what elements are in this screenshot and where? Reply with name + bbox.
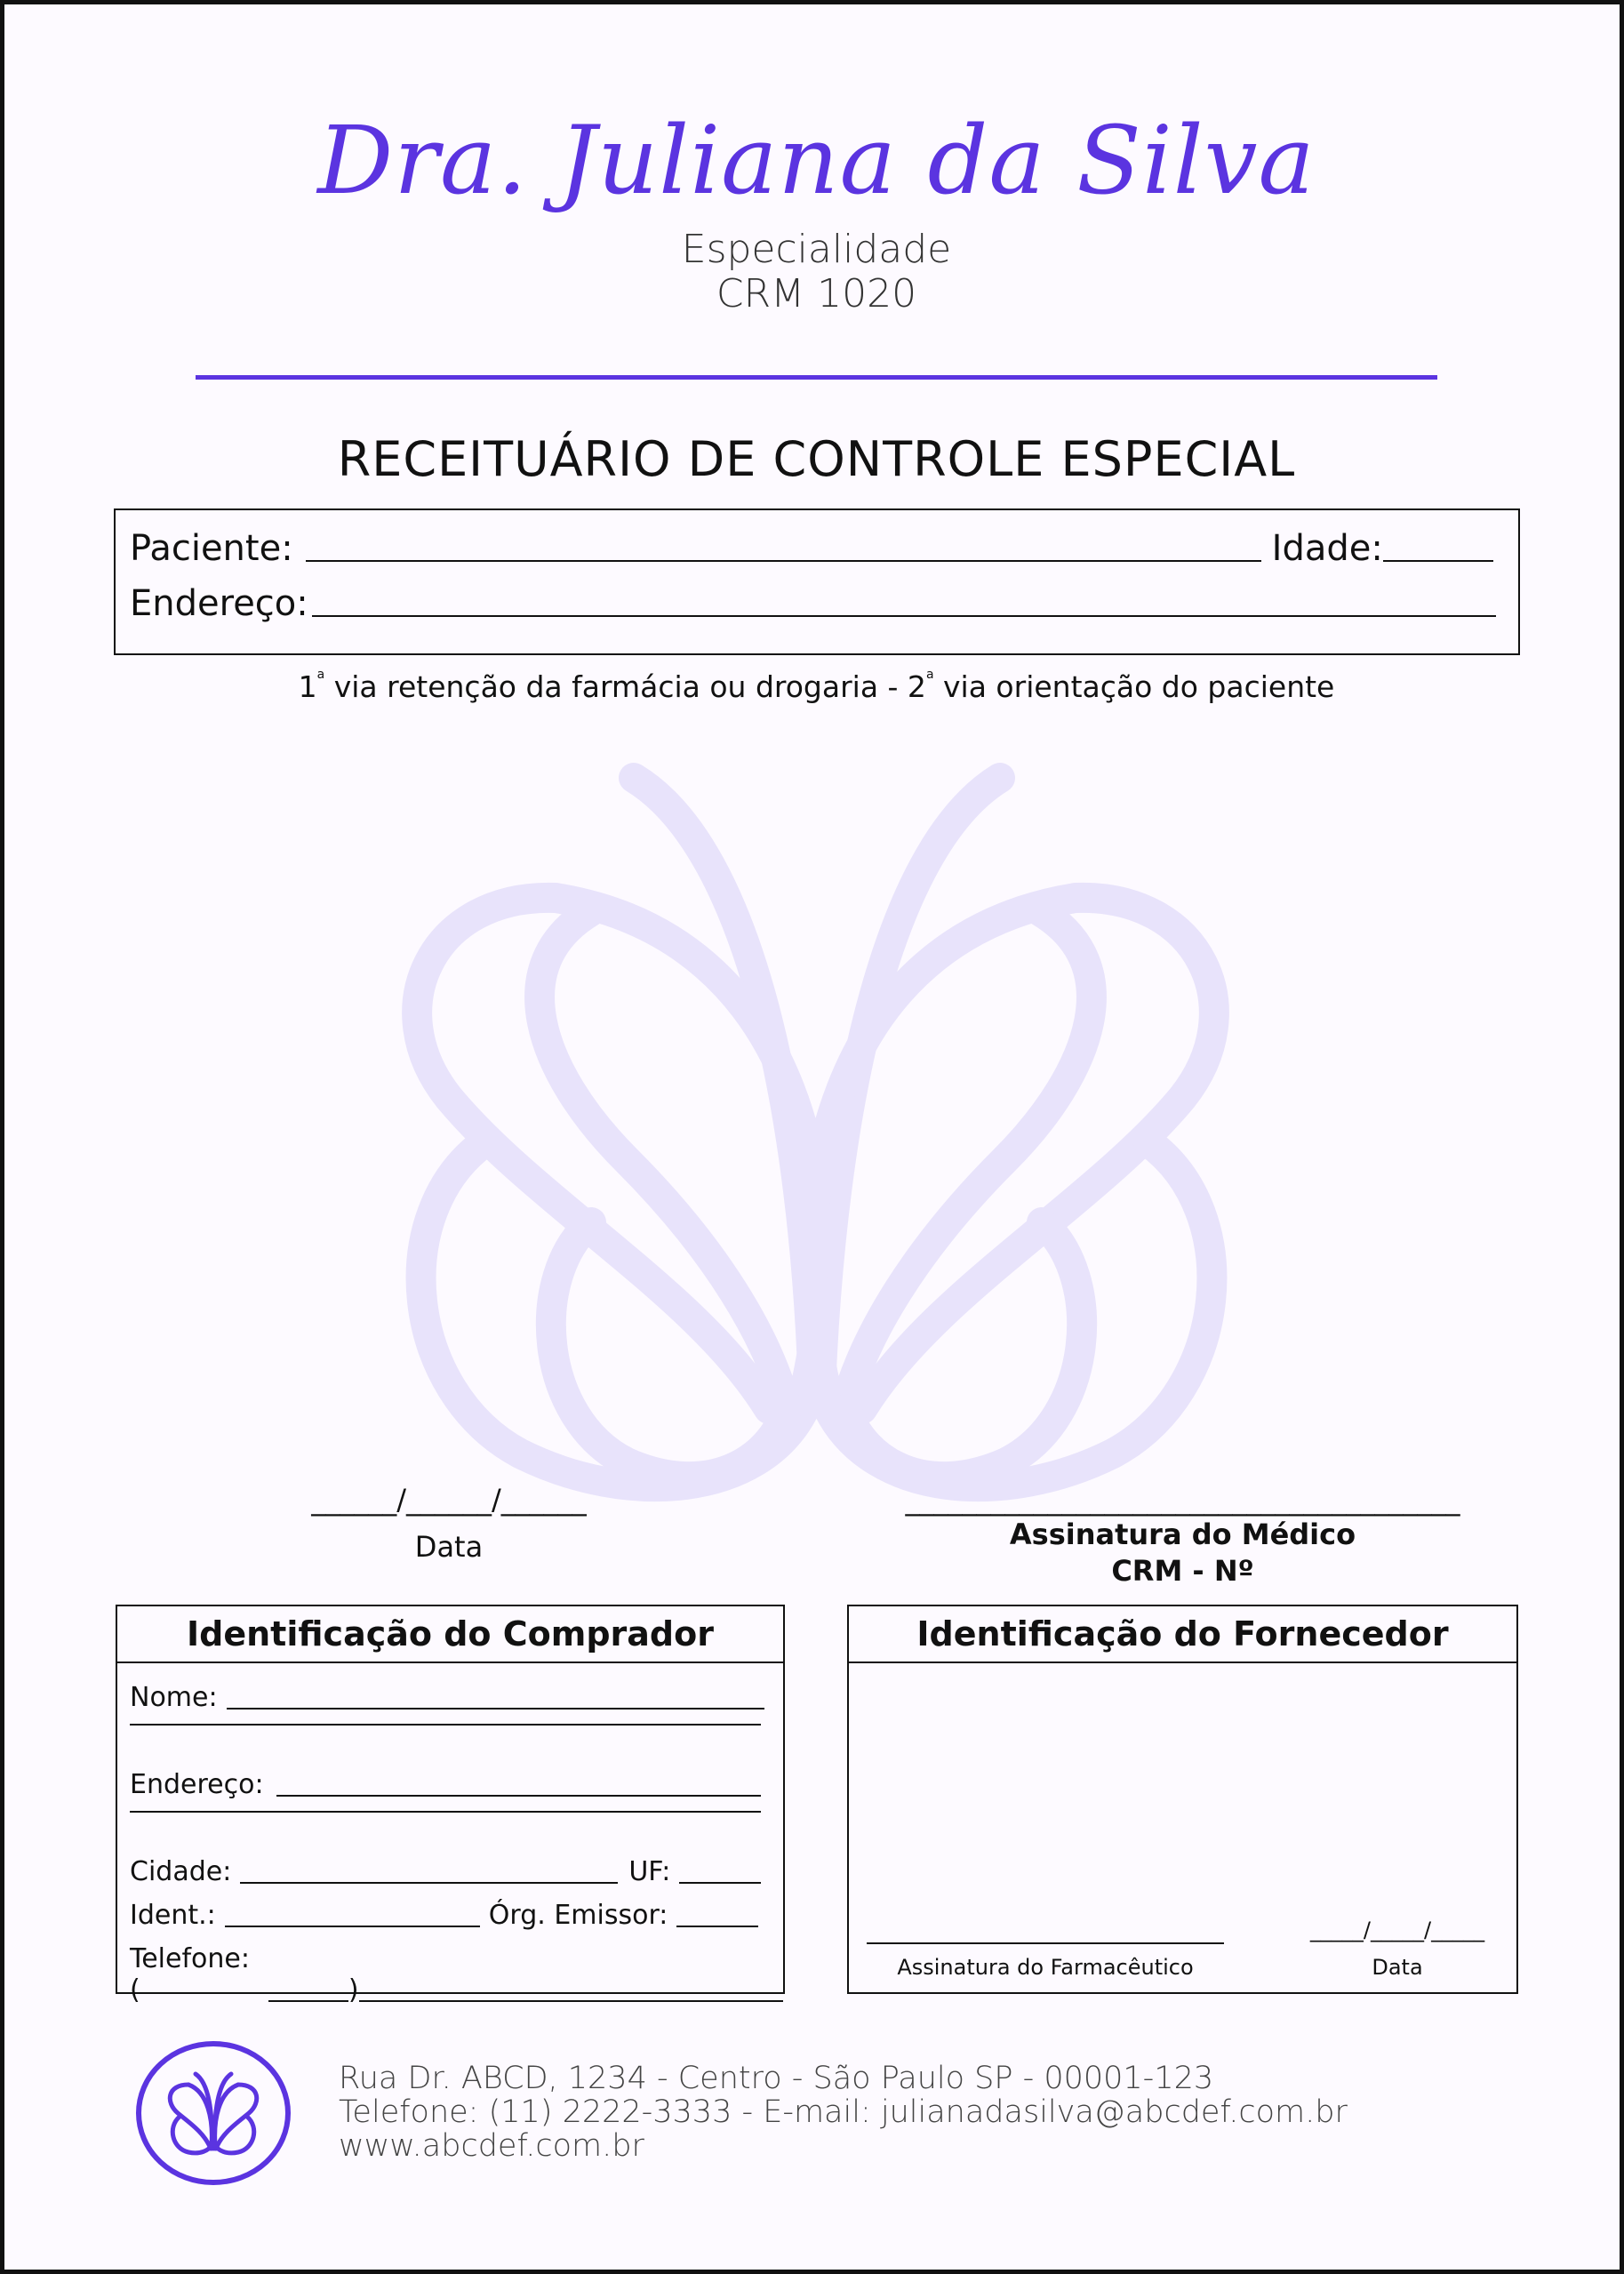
buyer-issuer-label: Órg. Emissor: bbox=[488, 1900, 668, 1931]
buyer-city-input[interactable] bbox=[240, 1882, 618, 1884]
buyer-name-continuation bbox=[130, 1724, 761, 1729]
via-note-ordinal1: a bbox=[316, 668, 325, 682]
buyer-uf-label: UF: bbox=[628, 1856, 671, 1887]
buyer-address-input-2[interactable] bbox=[130, 1811, 761, 1813]
buyer-phone-label: Telefone: ( bbox=[130, 1943, 250, 2006]
buyer-ident-input[interactable] bbox=[225, 1926, 480, 1927]
buyer-address-label: Endereço: bbox=[130, 1769, 264, 1800]
footer-address: Rua Dr. ABCD, 1234 - Centro - São Paulo SP - 00001-123 bbox=[339, 2061, 1214, 2096]
via-note-part1: 1 bbox=[298, 669, 317, 704]
buyer-uf-input[interactable] bbox=[679, 1882, 761, 1884]
supplier-title: Identificação do Fornecedor bbox=[849, 1606, 1516, 1663]
buyer-phone-input[interactable] bbox=[359, 2000, 783, 2002]
buyer-box bbox=[116, 1605, 785, 2006]
specialty: Especialidade bbox=[681, 227, 952, 272]
buyer-address-continuation bbox=[130, 1811, 761, 1816]
buyer-address-input[interactable] bbox=[276, 1795, 761, 1797]
footer-website[interactable]: www.abcdef.com.br bbox=[339, 2128, 644, 2164]
supplier-date-label: Data bbox=[1372, 1955, 1423, 1980]
patient-input[interactable] bbox=[306, 560, 1261, 562]
footer-contact: Telefone: (11) 2222-3333 - E-mail: julianadasilva@abcdef.com.br bbox=[339, 2094, 1348, 2130]
doctor-signature-label: Assinatura do Médico bbox=[1009, 1517, 1356, 1551]
butterfly-logo-icon bbox=[133, 2040, 293, 2187]
patient-label: Paciente: bbox=[130, 528, 293, 569]
form-title: RECEITUÁRIO DE CONTROLE ESPECIAL bbox=[337, 431, 1296, 487]
buyer-phone-row bbox=[130, 1943, 783, 2006]
pharmacist-signature-label: Assinatura do Farmacêutico bbox=[897, 1955, 1194, 1980]
buyer-title: Identificação do Comprador bbox=[117, 1606, 783, 1663]
supplier-box bbox=[847, 1605, 1518, 1994]
doctor-signature-line[interactable]: _______________________________________ bbox=[905, 1483, 1460, 1517]
buyer-ident-row bbox=[130, 1900, 758, 1931]
buyer-phone-area-input[interactable] bbox=[268, 2000, 348, 2002]
buyer-ident-label: Ident.: bbox=[130, 1900, 216, 1931]
patient-row bbox=[130, 528, 1508, 569]
date-blank[interactable]: ______/______/______ bbox=[311, 1483, 587, 1517]
address-input[interactable] bbox=[312, 615, 1496, 617]
via-note-part3: via orientação do paciente bbox=[933, 669, 1335, 704]
supplier-date-blank[interactable]: _____/_____/_____ bbox=[1309, 1918, 1485, 1942]
via-note-part2: via retenção da farmácia ou drogaria - 2 bbox=[324, 669, 926, 704]
buyer-issuer-input[interactable] bbox=[676, 1926, 758, 1927]
buyer-city-row bbox=[130, 1856, 761, 1887]
crm-number: CRM 1020 bbox=[716, 271, 917, 316]
buyer-city-label: Cidade: bbox=[130, 1856, 232, 1887]
buyer-name-input-2[interactable] bbox=[130, 1724, 761, 1726]
buyer-name-input[interactable] bbox=[227, 1708, 764, 1710]
date-label: Data bbox=[414, 1530, 484, 1564]
age-label: Idade: bbox=[1271, 528, 1383, 569]
buyer-address-row bbox=[130, 1769, 761, 1800]
buyer-name-label: Nome: bbox=[130, 1682, 218, 1713]
via-note bbox=[4, 669, 1624, 704]
address-label: Endereço: bbox=[130, 583, 308, 624]
address-row bbox=[130, 583, 1508, 624]
age-input[interactable] bbox=[1383, 560, 1493, 562]
header-divider bbox=[196, 375, 1437, 380]
crm-label: CRM - Nº bbox=[1111, 1554, 1254, 1588]
buyer-phone-paren: ) bbox=[348, 1974, 359, 2006]
via-note-ordinal2: a bbox=[925, 668, 934, 682]
doctor-name: Dra. Juliana da Silva bbox=[317, 106, 1316, 215]
buyer-name-row bbox=[130, 1682, 764, 1713]
patient-box bbox=[114, 508, 1520, 655]
pharmacist-signature-line[interactable] bbox=[867, 1942, 1224, 1944]
